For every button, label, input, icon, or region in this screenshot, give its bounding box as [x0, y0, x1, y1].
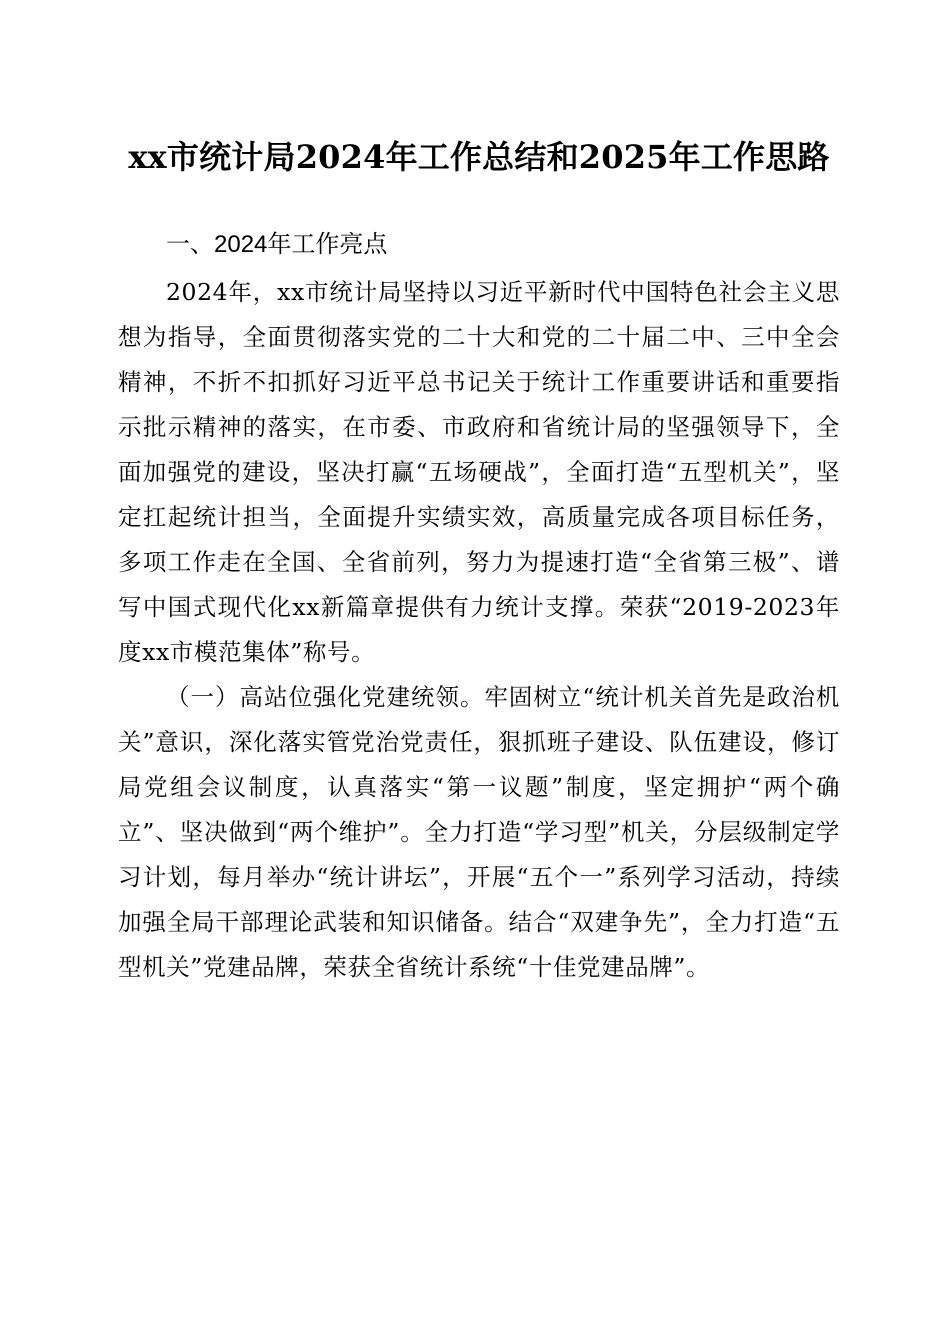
paragraph-party-building: （一）高站位强化党建统领。牢固树立“统计机关首先是政治机关”意识，深化落实管党治党责任，狠抓班子建设、队伍建设，修订局党组会议制度，认真落实“第一议题”制度，坚定拥护“两个确立”、坚决做到“两个维护”。全力打造“学习型”机关，分层级制定学习计划，每月举办“统计讲坛”，开展“五个一”系列学习活动，持续加强全局干部理论武装和知识储备。结合“双建争先”，全力打造“五型机关”党建品牌，荣获全省统计系统“十佳党建品牌”。	[118, 683, 840, 981]
section-heading-work-highlights: 一、2024年工作亮点	[166, 231, 388, 258]
document-content	[118, 0, 840, 990]
paragraph-overview: 2024年，xx市统计局坚持以习近平新时代中国特色社会主义思想为指导，全面贯彻落实党的二十大和党的二十届二中、三中全会精神，不折不扣抓好习近平总书记关于统计工作重要讲话和重要指示批示精神的落实，在市委、市政府和省统计局的坚强领导下，全面加强党的建设，坚决打赢“五场硬战”，全面打造“五型机关”，坚定扛起统计担当，全面提升实绩实效，高质量完成各项目标任务，多项工作走在全国、全省前列，努力为提速打造“全省第三极”、谱写中国式现代化xx新篇章提供有力统计支撑。荣获“2019-2023年度xx市模范集体”称号。	[118, 278, 840, 666]
page-title: xx市统计局2024年工作总结和2025年工作思路	[128, 138, 830, 176]
